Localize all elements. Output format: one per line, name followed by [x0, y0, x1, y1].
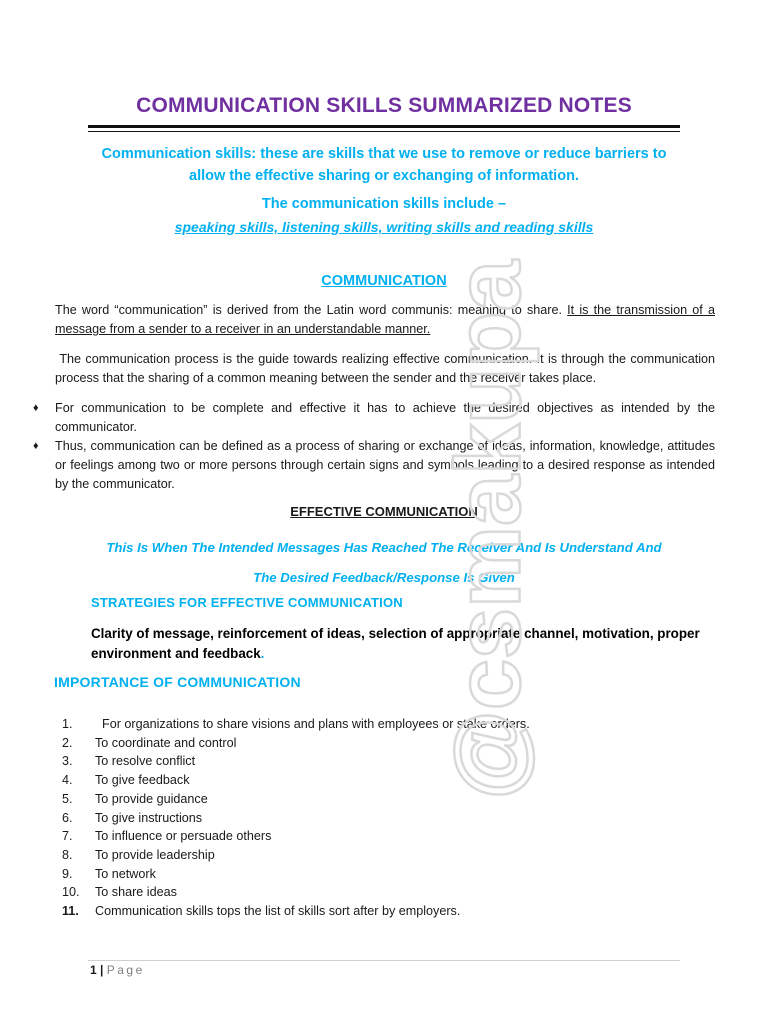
watermark-text: @csmakupa: [437, 260, 540, 800]
list-item: [62, 715, 530, 734]
footer-page-label: Page: [106, 963, 145, 977]
communication-heading: COMMUNICATION: [321, 273, 447, 289]
communication-paragraph-1: [55, 301, 715, 339]
list-item: [62, 809, 530, 828]
footer-separator: |: [100, 963, 104, 977]
para1-underlined-text: It is the transmission of a message from a sender to a receiver in an understandable manner.: [55, 303, 715, 336]
diamond-bullet-icon: ♦: [33, 440, 39, 452]
list-text: To coordinate and control: [95, 735, 237, 750]
strategies-heading: STRATEGIES FOR EFFECTIVE COMMUNICATION: [91, 595, 403, 610]
list-item: [62, 846, 530, 865]
list-number: 9.: [62, 866, 73, 881]
effective-communication-heading: EFFECTIVE COMMUNICATION: [290, 504, 478, 519]
list-item: [62, 865, 530, 884]
bullet-text: For communication to be complete and effective it has to achieve the desired objectives as intended by the communicator.: [55, 401, 715, 434]
para2-text: The communication process is the guide towards realizing effective communication. It is through the communication process that the sharing of a common meaning between the sender and the receiver takes place.: [55, 352, 716, 385]
list-text: To network: [95, 866, 156, 881]
list-number: 1.: [62, 717, 73, 731]
list-item: [62, 771, 530, 790]
skills-include-label: The communication skills include –: [261, 196, 507, 212]
para1-text: The word “communication” is derived from the Latin word communis: meaning to share.: [55, 303, 568, 317]
list-item: [62, 883, 530, 902]
skills-list: speaking skills, listening skills, writing skills and reading skills: [174, 219, 594, 235]
list-number: 6.: [62, 810, 73, 825]
list-item: [62, 790, 530, 809]
list-item: [62, 734, 530, 753]
bullet-list: [33, 399, 715, 494]
list-number: 2.: [62, 735, 73, 750]
list-number: 4.: [62, 773, 73, 788]
list-number: 8.: [62, 847, 73, 862]
list-number: 3.: [62, 754, 73, 769]
communication-paragraph-2: [55, 350, 715, 388]
list-text: Communication skills tops the list of skills sort after by employers.: [95, 904, 461, 919]
list-text: To provide leadership: [95, 847, 215, 862]
footer-rule: [88, 960, 680, 961]
list-item: [62, 752, 530, 771]
list-text: To share ideas: [95, 885, 177, 900]
list-text: To influence or persuade others: [95, 829, 272, 844]
effective-def-line-2: The Desired Feedback/Response Is Given: [253, 570, 515, 585]
strategies-text: [91, 624, 711, 664]
list-item: [33, 399, 715, 437]
page-footer: [90, 963, 145, 977]
diamond-bullet-icon: ♦: [33, 402, 39, 414]
page-number: 1: [90, 963, 97, 977]
list-number: 5.: [62, 791, 73, 806]
page-title: COMMUNICATION SKILLS SUMMARIZED NOTES: [136, 94, 632, 117]
list-item: [62, 902, 530, 921]
list-number: 10.: [62, 885, 80, 900]
list-text: To give feedback: [95, 773, 190, 788]
list-item: [33, 437, 715, 494]
intro-line-1: Communication skills: these are skills that we use to remove or reduce barriers to: [101, 146, 667, 162]
title-rule-thin: [88, 131, 680, 132]
bullet-text: Thus, communication can be defined as a process of sharing or exchange of ideas, information, knowledge, attitudes or feelings among two or more persons through certain signs and symbols leading to a desired response as intended by the communicator.: [55, 439, 715, 491]
intro-definition: [40, 143, 728, 187]
list-number: 7.: [62, 829, 73, 844]
importance-heading: IMPORTANCE OF COMMUNICATION: [54, 674, 301, 690]
list-text: To resolve conflict: [95, 754, 196, 769]
title-rule-thick: [88, 125, 680, 128]
list-text: To give instructions: [95, 810, 203, 825]
clarity-period: .: [260, 646, 265, 661]
clarity-text: Clarity of message, reinforcement of ideas, selection of appropriate channel, motivation, proper environment and feedback: [91, 626, 700, 661]
effective-def-line-1: This Is When The Intended Messages Has Reached The Receiver And Is Understand And: [106, 540, 662, 555]
list-number: 11.: [62, 904, 79, 919]
list-text: For organizations to share visions and plans with employees or stake orders.: [95, 717, 530, 731]
importance-list: [62, 715, 530, 921]
list-text: To provide guidance: [95, 791, 208, 806]
list-item: [62, 827, 530, 846]
effective-communication-definition: [60, 533, 708, 593]
intro-line-2: allow the effective sharing or exchanging of information.: [189, 168, 579, 184]
